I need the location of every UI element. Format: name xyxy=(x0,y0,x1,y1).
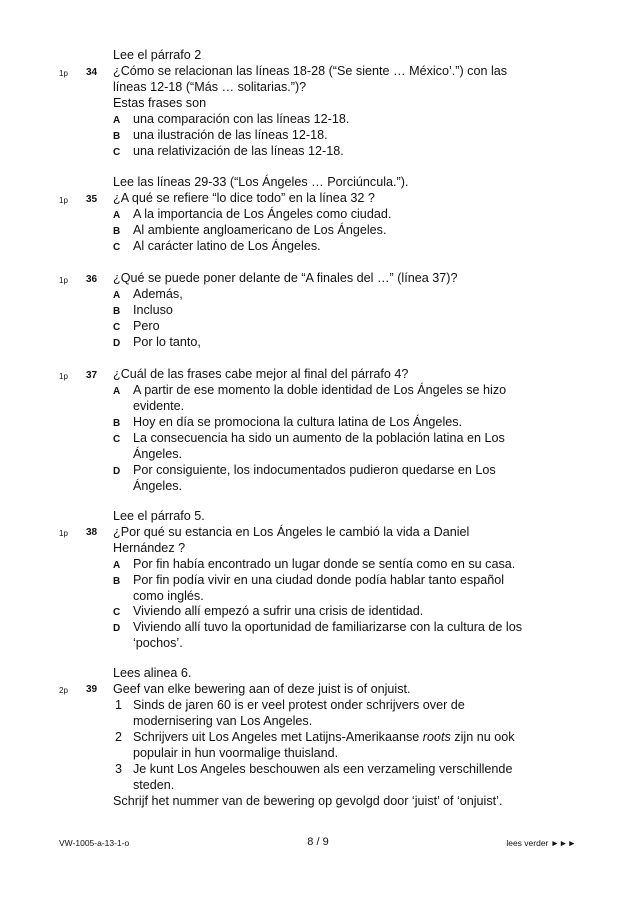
statement-text: Sinds de jaren 60 is er veel protest onder schrijvers over de xyxy=(133,698,465,712)
question-number: 39 xyxy=(86,684,98,695)
question-number: 36 xyxy=(86,274,98,285)
question-points: 1p xyxy=(59,69,68,78)
option-text: Ángeles. xyxy=(133,479,183,493)
question-intro: Lee el párrafo 2 xyxy=(113,48,202,62)
statement-text: Je kunt Los Angeles beschouwen als een verzameling verschillende xyxy=(133,762,513,776)
option-text: Incluso xyxy=(133,303,173,317)
question-points: 2p xyxy=(59,686,68,695)
option-text: Al carácter latino de Los Ángeles. xyxy=(133,239,321,253)
question-stem-line: Geef van elke bewering aan of deze juist is of onjuist. xyxy=(113,682,411,696)
question-stem-line: Hernández ? xyxy=(113,541,186,555)
question-number: 35 xyxy=(86,194,98,205)
question-number: 38 xyxy=(86,527,98,538)
option-letter: C xyxy=(113,242,121,253)
question-intro: Lee las líneas 29-33 (“Los Ángeles … Porciúncula.”). xyxy=(113,175,409,189)
continue-label[interactable]: lees verder ►►► xyxy=(506,838,576,848)
statement-text xyxy=(133,729,515,745)
question-number: 37 xyxy=(86,370,98,381)
option-text: una ilustración de las líneas 12-18. xyxy=(133,128,328,142)
option-text: La consecuencia ha sido un aumento de la población latina en Los xyxy=(133,431,505,445)
option-letter: D xyxy=(113,338,121,349)
question-stem-line: Estas frases son xyxy=(113,96,207,110)
option-letter: B xyxy=(113,131,121,142)
option-letter: C xyxy=(113,147,121,158)
statement-number: 2 xyxy=(115,730,123,744)
option-letter: C xyxy=(113,607,121,618)
option-letter: A xyxy=(113,560,121,571)
question-points: 1p xyxy=(59,196,68,205)
option-text: ‘pochos’. xyxy=(133,636,183,650)
option-letter: A xyxy=(113,290,121,301)
answer-instruction: Schrijf het nummer van de bewering op gevolgd door ‘juist’ of ‘onjuist’. xyxy=(113,794,503,808)
option-text: A la importancia de Los Ángeles como ciudad. xyxy=(133,207,392,221)
option-letter: D xyxy=(113,623,121,634)
option-text: Por consiguiente, los indocumentados pudieron quedarse en Los xyxy=(133,463,496,477)
question-points: 1p xyxy=(59,372,68,381)
statement-text: populair in hun voormalige thuisland. xyxy=(133,746,339,760)
statement-text-part: Schrijvers uit Los Angeles met Latijns-Amerikaanse roots zijn nu ook xyxy=(133,730,515,744)
question-intro: Lees alinea 6. xyxy=(113,666,192,680)
option-letter: A xyxy=(113,386,121,397)
question-intro: Lee el párrafo 5. xyxy=(113,509,205,523)
question-stem-line: ¿Cuál de las frases cabe mejor al final del párrafo 4? xyxy=(113,367,409,381)
exam-code: VW-1005-a-13-1-o xyxy=(59,838,130,848)
question-number: 34 xyxy=(86,67,98,78)
statement-text: steden. xyxy=(133,778,175,792)
option-letter: C xyxy=(113,434,121,445)
option-text: Viviendo allí empezó a sufrir una crisis de identidad. xyxy=(133,604,424,618)
question-stem-line: ¿Cómo se relacionan las líneas 18-28 (“Se siente … México’.”) con las xyxy=(113,64,508,78)
statement-number: 3 xyxy=(115,762,123,776)
question-stem-line: ¿Por qué su estancia en Los Ángeles le cambió la vida a Daniel xyxy=(113,525,470,539)
option-text: Por lo tanto, xyxy=(133,335,201,349)
option-letter: D xyxy=(113,466,121,477)
option-letter: C xyxy=(113,322,121,333)
option-text: A partir de ese momento la doble identidad de Los Ángeles se hizo xyxy=(133,383,507,397)
question-stem-line: líneas 12-18 (“Más … solitarias.”)? xyxy=(113,80,307,94)
option-text: Hoy en día se promociona la cultura latina de Los Ángeles. xyxy=(133,415,463,429)
question-points: 1p xyxy=(59,276,68,285)
option-letter: A xyxy=(113,115,121,126)
option-letter: B xyxy=(113,418,121,429)
option-text: Al ambiente angloamericano de Los Ángeles. xyxy=(133,223,387,237)
option-letter: B xyxy=(113,306,121,317)
option-text: Por fin podía vivir en una ciudad donde podía hablar tanto español xyxy=(133,573,505,587)
option-text: Además, xyxy=(133,287,183,301)
statement-number: 1 xyxy=(115,698,123,712)
option-letter: B xyxy=(113,576,121,587)
option-text: Pero xyxy=(133,319,160,333)
option-text: Ángeles. xyxy=(133,447,183,461)
question-stem-line: ¿A qué se refiere “lo dice todo” en la línea 32 ? xyxy=(113,191,375,205)
statement-text: modernisering van Los Angeles. xyxy=(133,714,313,728)
option-text: como inglés. xyxy=(133,589,204,603)
option-text: Viviendo allí tuvo la oportunidad de familiarizarse con la cultura de los xyxy=(133,620,522,634)
option-text: una comparación con las líneas 12-18. xyxy=(133,112,350,126)
option-letter: A xyxy=(113,210,121,221)
option-letter: B xyxy=(113,226,121,237)
question-stem-line: ¿Qué se puede poner delante de “A finales del …” (línea 37)? xyxy=(113,271,458,285)
option-text: evidente. xyxy=(133,399,185,413)
page-number: 8 / 9 xyxy=(307,836,329,848)
option-text: Por fin había encontrado un lugar donde se sentía como en su casa. xyxy=(133,557,516,571)
question-points: 1p xyxy=(59,529,68,538)
option-text: una relativización de las líneas 12-18. xyxy=(133,144,344,158)
